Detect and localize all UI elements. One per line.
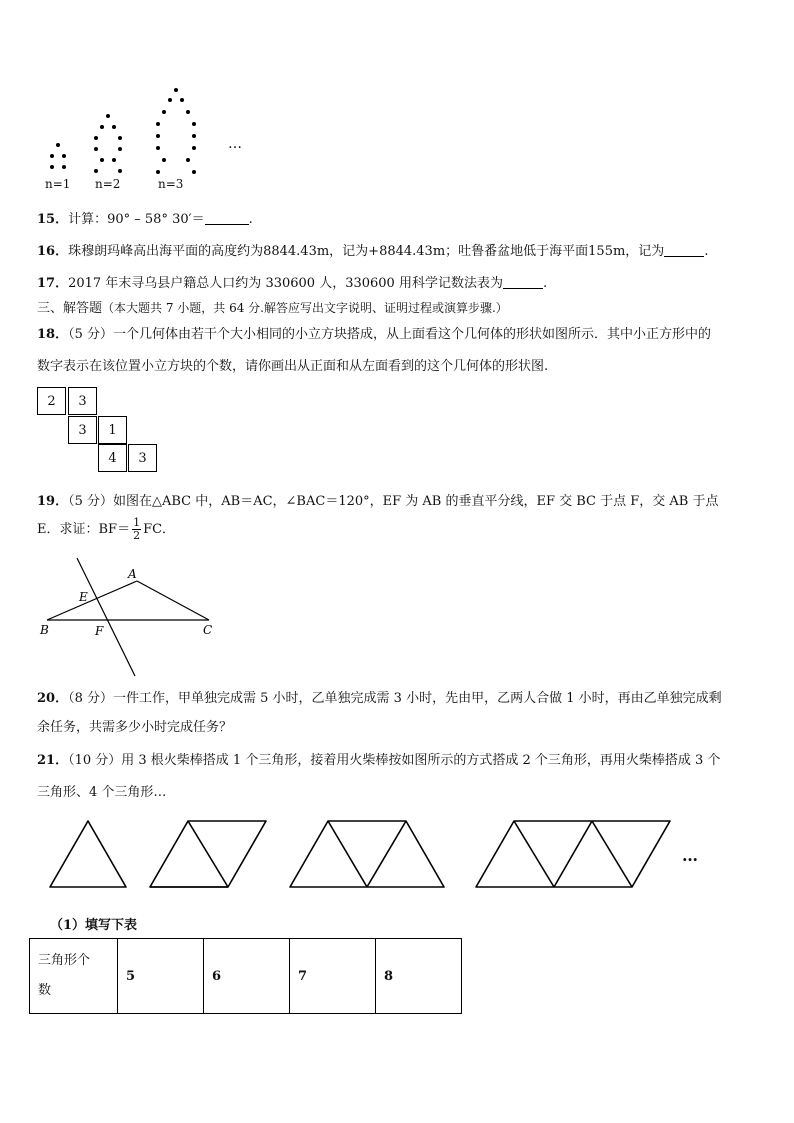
q21-sub-question-1: （1）填写下表 bbox=[50, 918, 138, 933]
pattern-ellipsis: … bbox=[228, 136, 242, 152]
pattern-label-2: n=2 bbox=[95, 177, 121, 191]
label-e: E bbox=[79, 590, 88, 604]
question-21-line-1 bbox=[37, 749, 720, 768]
table-cell: 6 bbox=[204, 939, 290, 1014]
fraction-one-half bbox=[132, 517, 141, 542]
grid-cell: 1 bbox=[98, 416, 127, 444]
q21-number: 21． bbox=[37, 753, 69, 768]
q16-number: 16． bbox=[37, 244, 69, 259]
q18-line1: （5 分）一个几何体由若干个大小相同的小立方块搭成，从上面看这个几何体的形状如图所示．其中小正方形中的 bbox=[68, 327, 711, 342]
question-17 bbox=[37, 272, 547, 291]
pattern-label-1: n=1 bbox=[45, 177, 71, 191]
table-cell: 7 bbox=[290, 939, 376, 1014]
header-line-2: 数 bbox=[38, 983, 52, 998]
q19-number: 19． bbox=[37, 494, 69, 509]
grid-cell: 4 bbox=[98, 444, 127, 472]
grid-cell: 2 bbox=[37, 387, 66, 415]
triangle-abc-figure bbox=[37, 556, 217, 681]
fraction-denominator: 2 bbox=[133, 529, 141, 542]
q17-answer-blank[interactable] bbox=[503, 276, 543, 289]
question-19-line-2 bbox=[37, 517, 175, 542]
q17-number: 17． bbox=[37, 276, 69, 291]
q21-line2: 三角形、4 个三角形… bbox=[37, 785, 167, 800]
q20-line2: 余任务，共需多少小时完成任务？ bbox=[37, 720, 233, 735]
matchstick-ellipsis: … bbox=[682, 846, 698, 865]
question-15 bbox=[37, 208, 253, 227]
q17-end: . bbox=[542, 276, 548, 291]
q19-line2b: FC． bbox=[143, 522, 176, 537]
q15-answer-blank[interactable] bbox=[205, 212, 249, 225]
section-3-heading bbox=[37, 297, 508, 316]
q18-number: 18． bbox=[37, 327, 69, 342]
header-line-1: 三角形个 bbox=[38, 953, 91, 968]
q21-line1: （10 分）用 3 根火柴棒搭成 1 个三角形，接着用火柴棒按如图所示的方式搭成 2 个三角形，再用火柴棒搭成 3 个 bbox=[68, 753, 721, 768]
grid-cell: 3 bbox=[68, 416, 97, 444]
question-21-line-2 bbox=[37, 781, 166, 800]
table-cell: 5 bbox=[118, 939, 204, 1014]
q20-line1: （8 分）一件工作，甲单独完成需 5 小时，乙单独完成需 3 小时，先由甲，乙两人合做 1 小时，再由乙单独完成剩 bbox=[68, 691, 722, 706]
question-16 bbox=[37, 240, 708, 259]
label-b: B bbox=[40, 623, 49, 637]
question-18-line-2 bbox=[37, 355, 548, 374]
label-c: C bbox=[203, 623, 213, 637]
q15-number: 15． bbox=[37, 212, 69, 227]
grid-cell: 3 bbox=[68, 387, 97, 415]
q17-text: 2017 年末寻乌县户籍总人口约为 330600 人，330600 用科学记数法表为 bbox=[68, 276, 503, 291]
q15-end: . bbox=[248, 212, 253, 227]
pattern-label-3: n=3 bbox=[158, 177, 184, 191]
question-20-line-1 bbox=[37, 687, 722, 706]
grid-cell: 3 bbox=[128, 444, 157, 472]
table-header-cell bbox=[30, 939, 118, 1014]
label-f: F bbox=[95, 624, 104, 638]
label-a: A bbox=[128, 567, 137, 581]
matchstick-triangles-figure bbox=[40, 815, 740, 895]
question-18-line-1 bbox=[37, 323, 711, 342]
section-3-desc: （本大题共 7 小题，共 64 分.解答应写出文字说明、证明过程或演算步骤.） bbox=[102, 301, 508, 315]
section-3-title: 三、解答题 bbox=[37, 301, 103, 316]
q16-end: . bbox=[704, 244, 709, 259]
question-19-line-1 bbox=[37, 490, 718, 509]
q18-line2: 数字表示在该位置小立方块的个数，请你画出从正面和从左面看到的这个几何体的形状图. bbox=[37, 359, 549, 374]
table-cell: 8 bbox=[376, 939, 462, 1014]
q15-text: 计算：90° – 58° 30′＝ bbox=[68, 212, 205, 227]
fraction-numerator: 1 bbox=[133, 516, 141, 529]
q19-line1: （5 分）如图在△ABC 中，AB＝AC，∠BAC＝120°，EF 为 AB 的垂直平分线，EF 交 BC 于点 F，交 AB 于点 bbox=[68, 494, 719, 509]
q16-text: 珠穆朗玛峰高出海平面的高度约为8844.43m，记为+8844.43m；吐鲁番盆地低于海平面155m，记为 bbox=[68, 244, 665, 259]
q19-line2a: E．求证：BF＝ bbox=[37, 522, 131, 537]
dot-pattern-figure bbox=[40, 88, 260, 198]
q20-number: 20． bbox=[37, 691, 69, 706]
q16-answer-blank[interactable] bbox=[664, 244, 704, 257]
table-row bbox=[30, 939, 462, 1014]
question-20-line-2 bbox=[37, 716, 232, 735]
triangle-count-table bbox=[29, 938, 462, 1014]
